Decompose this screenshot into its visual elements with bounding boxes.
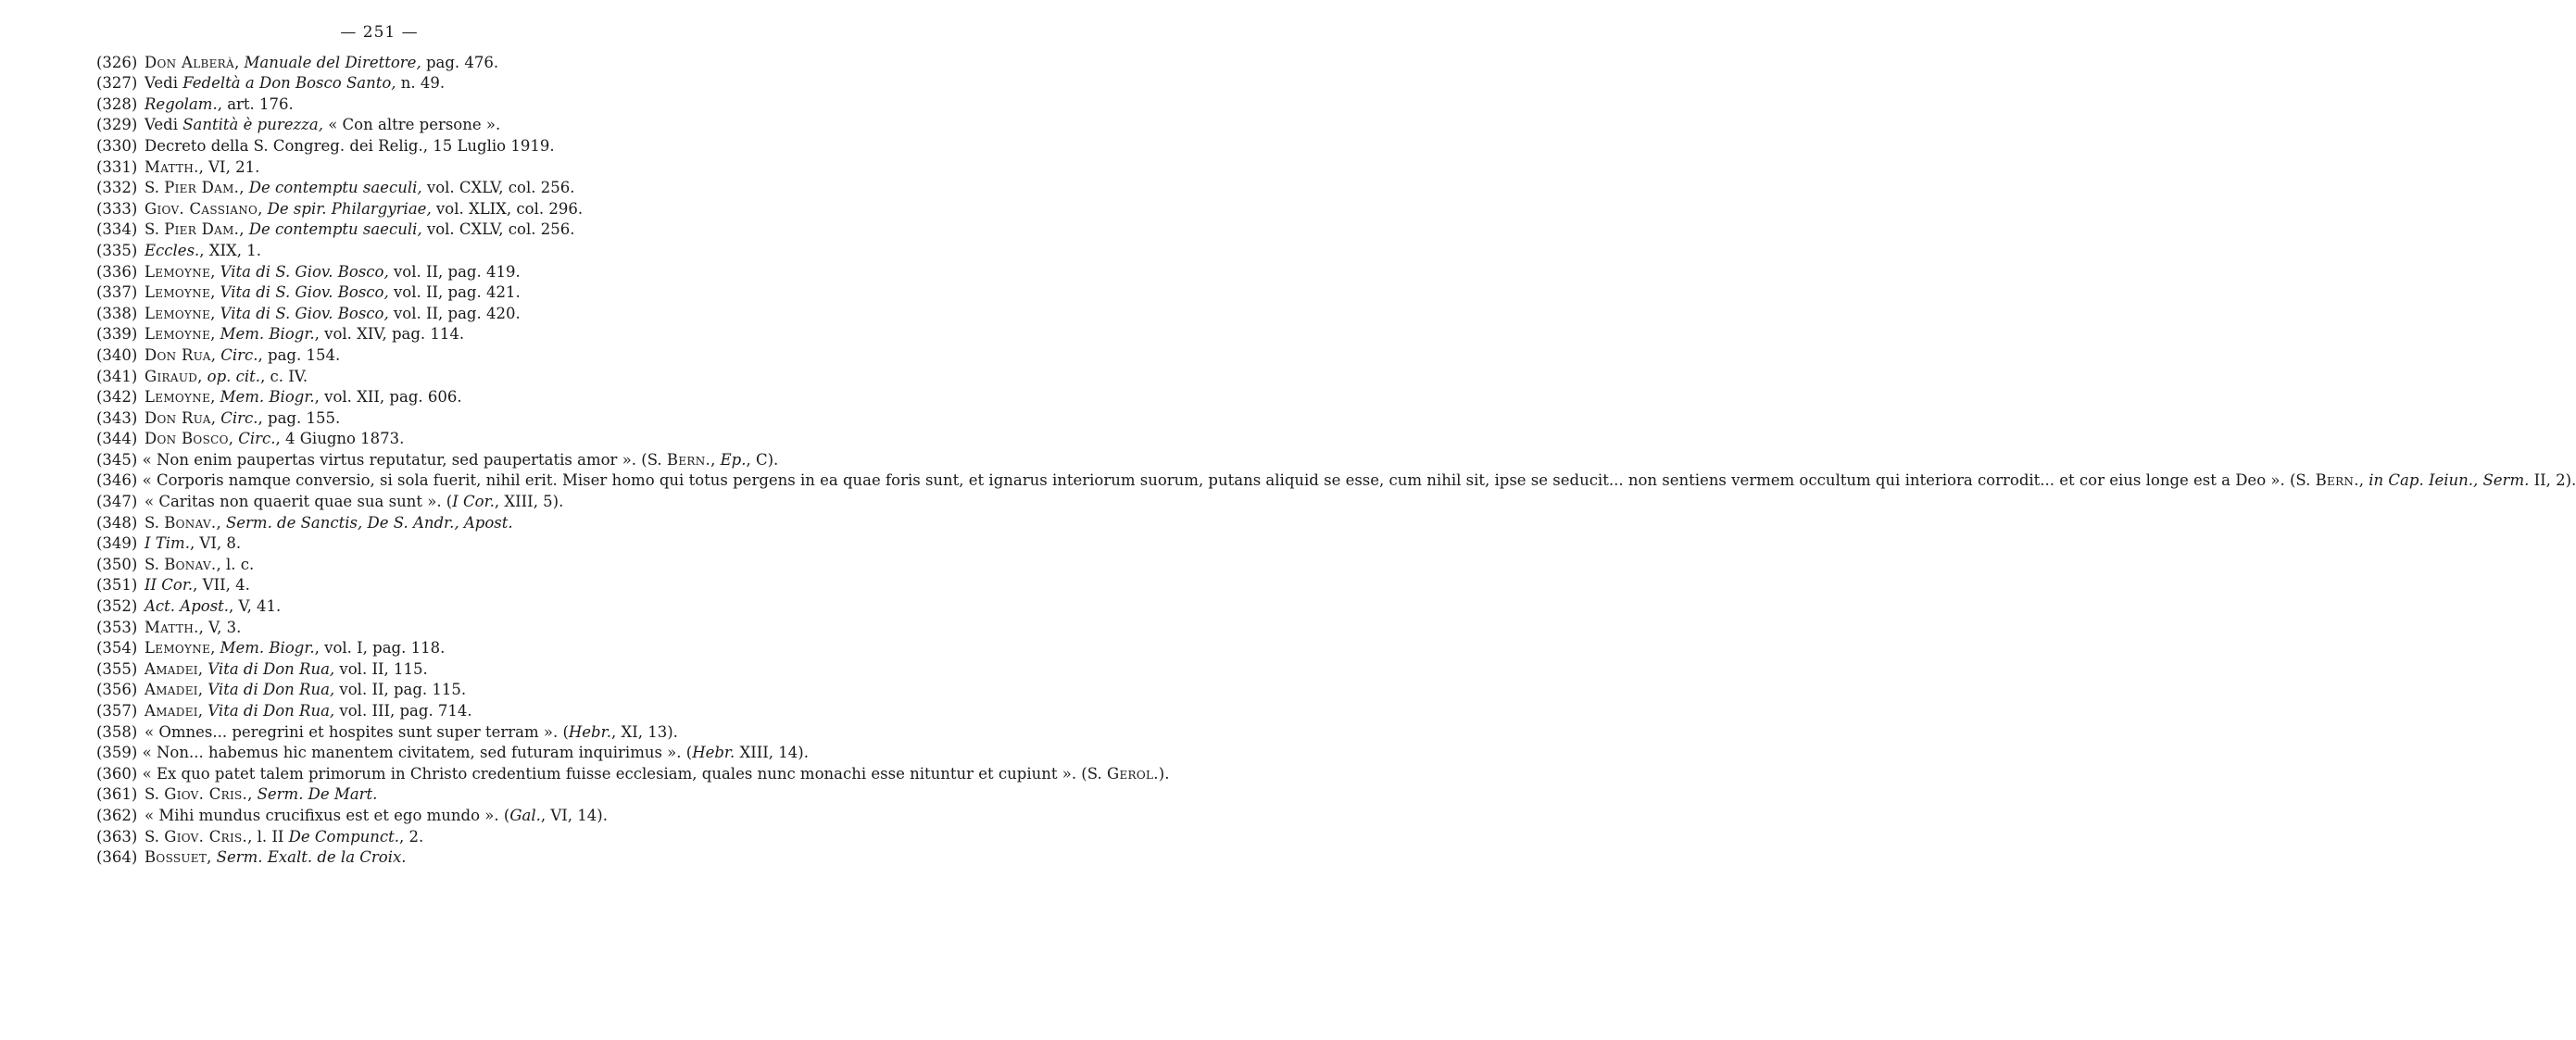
footnote-text: , VI, 14). [540,806,608,824]
author-name: Don Bosco [145,430,229,448]
footnote-text: « Caritas non quaerit quae sua sunt ». ( [145,493,453,511]
footnote-text: , [210,408,221,427]
footnote-number: (351) [96,576,138,595]
footnote-text: S. [145,179,165,197]
footnote-text: pag. 476. [421,53,499,71]
footnote-358 [96,722,678,744]
footnote-344 [96,429,662,450]
footnote-353 [96,618,662,639]
footnote-text: , V, 41. [229,597,282,616]
footnote-text: ). [1158,764,1170,783]
work-title: Vita di Don Rua, [207,659,335,678]
footnote-text: , [207,848,217,867]
footnote-text: , l. c. [216,555,255,573]
footnote-330 [96,136,662,157]
work-title: Circ. [220,408,258,427]
footnote-346 [43,470,2576,492]
footnote-354 [96,638,662,659]
footnote-345 [43,450,779,471]
footnote-337 [96,282,662,304]
footnote-text: , 2. [399,827,424,846]
footnote-number: (358) [96,722,138,741]
work-title: Mem. Biogr. [220,388,315,407]
author-name: Don Rua [145,408,211,427]
footnote-text: , [239,179,249,197]
footnote-text: , C). [746,450,779,469]
author-name: Lemoyne [145,304,211,322]
footnote-number: (338) [96,304,138,322]
footnote-333 [96,199,662,220]
footnote-text: « Non... habemus hic manentem civitatem, sed futuram inquirimus ». ( [142,744,693,762]
footnote-number: (355) [96,659,138,678]
footnote-number: (329) [96,116,138,134]
footnote-text: vol. XLIX, col. 296. [431,199,584,218]
work-title: Vita di Don Rua, [207,702,335,720]
footnote-329 [96,115,662,136]
footnote-text: vol. II, 115. [334,659,428,678]
work-title: Fedeltà a Don Bosco Santo, [182,74,396,93]
author-name: Giov. Cris. [164,785,248,804]
footnote-text: , XIX, 1. [199,241,262,259]
work-title: Manuale del Direttore, [244,53,421,71]
footnote-text: n. 49. [396,74,446,93]
footnote-text: S. [145,827,165,846]
work-title: Mem. Biogr. [220,639,315,658]
footnote-355 [96,659,662,681]
work-title: Serm. De Mart. [257,785,378,804]
footnote-text: , vol. I, pag. 118. [314,639,446,658]
footnote-text: S. [145,513,165,532]
author-name: Giov. Cris. [164,827,248,846]
footnote-text: vol. III, pag. 714. [334,702,472,720]
footnote-text: vol. II, pag. 419. [388,262,521,281]
footnote-334 [96,219,662,241]
footnote-343 [96,408,662,430]
work-title: Ep. [720,450,747,469]
footnote-number: (360) [96,764,143,783]
footnote-number: (328) [96,94,138,113]
footnote-text: Decreto della S. Congreg. dei Relig., 15 Luglio 1919. [145,136,555,155]
footnote-number: (333) [96,199,138,218]
work-title: Serm. Exalt. de la Croix. [216,848,407,867]
work-title: Hebr. [568,722,611,741]
work-title: De contemptu saeculi, [248,220,422,239]
footnote-number: (354) [96,639,138,658]
footnote-336 [96,262,662,283]
footnote-text: , l. II [247,827,289,846]
work-title: Gal. [509,806,541,824]
work-title: Vita di Don Rua, [207,681,335,699]
footnote-text: , VI, 8. [189,534,242,553]
footnote-text: , VI, 21. [198,157,260,176]
work-title: I Cor. [452,493,495,511]
footnote-359 [43,743,809,764]
footnote-342 [96,387,662,408]
footnote-362 [96,806,662,827]
footnote-331 [96,157,662,179]
footnote-number: (331) [96,157,138,176]
footnote-number: (362) [96,806,138,824]
footnote-number: (339) [96,325,138,344]
author-name: Lemoyne [145,388,211,407]
footnote-340 [96,345,662,367]
footnote-341 [96,367,662,388]
footnote-text: , [247,785,258,804]
footnote-327 [96,73,662,94]
author-name: Matth. [145,157,199,176]
footnote-356 [96,680,662,701]
footnote-text: , [210,388,220,407]
footnote-number: (356) [96,681,138,699]
footnote-number: (361) [96,785,138,804]
author-name: Matth. [145,618,199,636]
footnote-text: , [197,367,207,385]
author-name: Lemoyne [145,262,211,281]
author-name: Pier Dam. [164,220,240,239]
work-title: Vita di S. Giov. Bosco, [220,304,389,322]
author-name: Amadei [145,659,198,678]
author-name: Amadei [145,702,198,720]
footnote-text: « Ex quo patet talem primorum in Christo credentium fuisse ecclesiam, quales nunc monachi esse nituntur et cupiunt ». (S. [142,764,1107,783]
footnote-text: , [197,702,208,720]
author-name: Lemoyne [145,639,211,658]
footnote-text: , [210,325,220,344]
footnote-number: (352) [96,597,138,616]
footnote-number: (343) [96,408,138,427]
footnote-number: (334) [96,220,138,239]
footnote-text: , [710,450,721,469]
footnote-number: (342) [96,388,138,407]
work-title: Santità è purezza, [182,116,323,134]
footnote-number: (332) [96,179,138,197]
footnote-text: , c. IV. [260,367,308,385]
author-name: Pier Dam. [164,179,240,197]
footnote-348 [96,513,662,534]
footnote-text: , [2358,471,2369,490]
footnote-text: , pag. 155. [258,408,341,427]
footnote-text: , V, 3. [198,618,242,636]
footnote-text: vol. II, pag. 420. [388,304,521,322]
author-name: Don Alberà [145,53,234,71]
footnote-text: , vol. XIV, pag. 114. [314,325,465,344]
footnote-351 [96,575,662,596]
footnote-text: , [228,430,239,448]
footnote-number: (353) [96,618,138,636]
footnote-335 [96,241,662,262]
work-title: Vita di S. Giov. Bosco, [220,262,389,281]
footnote-text: , [210,304,220,322]
footnote-number: (335) [96,241,138,259]
footnote-number: (327) [96,74,138,93]
footnote-text: , XI, 13). [610,722,678,741]
work-title: Mem. Biogr. [220,325,315,344]
footnote-text: , XIII, 5). [494,493,564,511]
footnote-text: Vedi [145,116,183,134]
page-number: — 251 — [340,23,419,42]
footnote-text: vol. CXLV, col. 256. [421,220,575,239]
author-name: Giraud [145,367,198,385]
footnote-number: (337) [96,283,138,302]
author-name: Don Rua [145,345,211,364]
work-title: Hebr. [692,744,735,762]
footnote-number: (350) [96,555,138,573]
footnote-number: (346) [96,471,143,490]
footnote-number: (340) [96,345,138,364]
author-name: Bonav. [164,555,217,573]
footnote-text: Vedi [145,74,183,93]
footnote-363 [96,827,662,848]
footnote-text: , [239,220,249,239]
footnote-350 [96,555,662,576]
footnote-text: , vol. XII, pag. 606. [314,388,462,407]
footnote-number: (345) [96,450,143,469]
footnote-360 [43,764,1170,785]
work-title: Eccles. [145,241,200,259]
author-name: Lemoyne [145,283,211,302]
footnote-number: (326) [96,53,138,71]
work-title: Serm. de Sanctis, De S. Andr., Apost. [225,513,513,532]
work-title: Regolam. [145,94,218,113]
footnote-326 [96,53,662,74]
work-title: De contemptu saeculi, [248,179,422,197]
footnote-text: ‚ [233,53,245,71]
footnote-text: « Omnes... peregrini et hospites sunt super terram ». ( [145,722,569,741]
footnote-number: (347) [96,493,138,511]
author-name: Amadei [145,681,198,699]
footnote-349 [96,533,662,555]
work-title: op. cit. [207,367,261,385]
footnote-text: « Mihi mundus crucifixus est et ego mundo ». ( [145,806,510,824]
work-title: De spir. Philargyriae, [267,199,432,218]
footnote-number: (344) [96,430,138,448]
footnote-text: S. [145,220,165,239]
author-name: Gerol. [1106,764,1159,783]
footnote-number: (363) [96,827,138,846]
footnote-364 [96,847,662,869]
footnote-text: , VII, 4. [193,576,250,595]
author-name: Bern. [666,450,711,469]
footnote-text: , pag. 154. [258,345,341,364]
footnote-352 [96,596,662,618]
author-name: Bonav. [164,513,217,532]
footnote-339 [96,324,662,345]
footnote-text: vol. CXLV, col. 256. [421,179,575,197]
footnote-number: (364) [96,848,138,867]
footnote-text: vol. II, pag. 115. [334,681,467,699]
footnote-text: , [210,639,220,658]
footnote-number: (330) [96,136,138,155]
footnotes-list [96,53,2576,869]
footnote-328 [96,94,662,116]
work-title: II Cor. [145,576,194,595]
footnote-number: (359) [96,744,143,762]
work-title: Circ. [238,430,276,448]
footnote-text: « Non enim paupertas virtus reputatur, sed paupertatis amor ». (S. [142,450,667,469]
footnote-text: S. [145,785,165,804]
footnote-text: , [216,513,226,532]
footnote-number: (348) [96,513,138,532]
work-title: Act. Apost. [145,597,230,616]
work-title: in Cap. Ieiun., Serm. [2369,471,2530,490]
footnote-number: (336) [96,262,138,281]
footnote-text: , [210,345,221,364]
author-name: Bossuet [145,848,207,867]
footnote-number: (341) [96,367,138,385]
footnote-text: , [210,262,220,281]
footnote-text: , [197,659,208,678]
author-name: Lemoyne [145,325,211,344]
footnote-text: II, 2). [2529,471,2576,490]
work-title: Vita di S. Giov. Bosco, [220,283,389,302]
work-title: Circ. [220,345,258,364]
work-title: De Compunct. [288,827,400,846]
footnote-text: S. [145,555,165,573]
footnote-text: , [197,681,208,699]
footnote-332 [96,178,662,199]
footnote-text: , 4 Giugno 1873. [275,430,405,448]
footnote-text: , [258,199,268,218]
footnote-357 [96,701,662,722]
footnote-338 [96,304,662,325]
footnote-number: (357) [96,702,138,720]
footnote-text: « Con altre persone ». [322,116,501,134]
footnote-text: , [210,283,220,302]
footnote-text: vol. II, pag. 421. [388,283,521,302]
footnote-361 [96,784,662,806]
footnote-347 [96,492,662,513]
footnote-number: (349) [96,534,138,553]
footnote-text: « Corporis namque conversio, si sola fuerit, nihil erit. Miser homo qui totus pergens in ea quae foris sunt, et ignarus interiorum suorum, putans aliquid se esse, cum nihil sit, ipse se seducit... non sentiens vermem occultum qui interiora corrodit... et cor eius longe est a Deo ». (S. [142,471,2316,490]
footnote-text: XIII, 14). [735,744,809,762]
footnote-text: , art. 176. [217,94,294,113]
author-name: Bern. [2315,471,2359,490]
work-title: I Tim. [145,534,190,553]
author-name: Giov. Cassiano [145,199,258,218]
